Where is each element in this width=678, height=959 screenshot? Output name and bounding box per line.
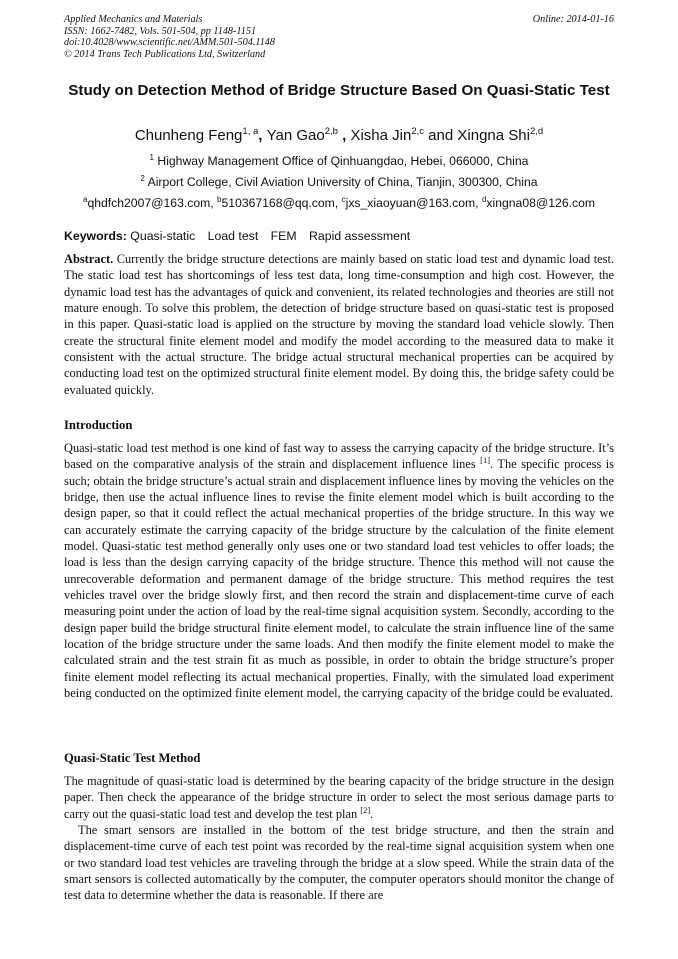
paragraph-text: The smart sensors are installed in the bottom of the test bridge structure, and then the strain and displacement-time curve of each test point was recorded by the real-time signal acquisition system when one or two standard load test vehicles are traveling through the bridge at a slow speed. While the strain data of the smart sensors is collected automatically by the computer, the computer operators should monitor the change of test data to determine whether the data is reasonable. If there are — [64, 823, 614, 903]
method-paragraphs — [64, 773, 614, 904]
email-sup: c — [341, 195, 346, 204]
keyword: Quasi-static — [130, 229, 196, 243]
email-sup: b — [217, 195, 222, 204]
email-line — [64, 192, 614, 211]
author-separator: , — [337, 127, 351, 144]
keywords — [64, 228, 419, 244]
abstract-text: Currently the bridge structure detections are mainly based on static load test and dynamic load test. The static load test has shortcomings of less test data, long time-consumption and high cost. However, the dynamic load test has the advantages of quick and convenient, its related technologies and theories are still not mature enough. To solve this problem, the detection of bridge structure based on quasi-static test is proposed in this paper. Quasi-static load is applied on the structure by moving the standard load vehicle slowly. Then create the structural finite element model and modify the model according to the measured data to make it consistent with the actual structure. The bridge actual structural mechanical properties can be acquired by conducting load test on the optimized structural finite element model. By doing this, the bridge safety could be evaluated quickly. — [64, 252, 614, 397]
affiliation-sup: 1 — [149, 153, 154, 162]
paragraph-text: Quasi-static load test method is one kind of fast way to assess the carrying capacity of the bridge structure. It’s based on the comparative analysis of the strain and displacement influence lines — [64, 441, 614, 472]
email-text: jxs_xiaoyuan@163.com, — [345, 196, 482, 210]
email-text: 510367168@qq.com, — [221, 196, 342, 210]
paragraph-text: The magnitude of quasi-static load is determined by the bearing capacity of the bridge structure in the design paper. Then check the appearance of the bridge structure in order to select the most serious damage parts to carry out the quasi-static load test and develop the test plan — [64, 774, 614, 821]
journal-doi: doi:10.4028/www.scientific.net/AMM.501-504.1148 — [64, 37, 275, 49]
author-separator: , — [258, 127, 267, 144]
email-text: xingna08@126.com — [486, 196, 596, 210]
abstract-label: Abstract. — [64, 252, 114, 266]
author-sup: 2,b — [324, 126, 338, 137]
author-sup: 2,c — [411, 126, 425, 137]
abstract — [64, 251, 614, 398]
journal-issn: ISSN: 1662-7482, Vols. 501-504, pp 1148-1151 — [64, 25, 257, 37]
author-sup: 2,d — [529, 126, 544, 137]
journal-copyright: © 2014 Trans Tech Publications Ltd, Switzerland — [64, 48, 266, 60]
author-name: Yan Gao — [266, 127, 325, 144]
introduction-paragraph — [64, 440, 614, 702]
online-date: Online: 2014-01-16 — [532, 14, 614, 25]
affiliation-text: Highway Management Office of Qinhuangdao, Hebei, 066000, China — [154, 154, 529, 168]
email-text: qhdfch2007@163.com, — [87, 196, 218, 210]
keyword: Load test — [207, 229, 259, 243]
keywords-label: Keywords: — [64, 229, 127, 243]
author-sup: 1, a — [242, 126, 259, 137]
author-list — [64, 122, 614, 146]
paragraph-text: . The specific process is such; obtain the bridge structure’s actual strain and displacement influence lines by moving the vehicles on the bridge, then use the actual influence lines to revise the finite element model which is built according to the design paper, so that it could reflect the actual mechanical properties of the bridge structure. In this way we can accurately estimate the carrying capacity of the bridge structure by the calculation of the finite element model. Quasi-static test method generally only uses one or two standard load test vehicles to offer loads; the load is less than the design carrying capacity of the bridge structure. Thence this method will not cause the unrecoverable deformation and permanent damage of the bridge structure. This method requires the test vehicles travel over the bridge slowly first, and then record the strain and displacement-time curve of each measuring point under the action of load by the real-time signal acquisition system. Secondly, according to the design paper build the bridge structural finite element model, to calculate the strain influence line of the same location of the bridge structure under the same loads. And then modify the finite element model to make the calculated strain and the test strain fit as much as possible, in order to obtain the bridge structure’s proper finite element model reflecting its actual mechanical properties. Finally, with the simulated load experiment being conducted on the optimized finite element model, the carrying capacity of the bridge could be evaluated. — [64, 457, 615, 701]
journal-info — [64, 14, 275, 60]
affiliation-sup: 2 — [140, 174, 145, 183]
email-sup: a — [82, 195, 88, 204]
author-separator: and — [424, 127, 458, 144]
affiliation-text: Airport College, Civil Aviation University of China, Tianjin, 300300, China — [144, 175, 538, 189]
section-heading-introduction: Introduction — [64, 418, 133, 432]
journal-name: Applied Mechanics and Materials — [64, 14, 203, 25]
affiliation-1 — [64, 150, 614, 169]
author-name: Xingna Shi — [457, 127, 530, 144]
author-name: Xisha Jin — [350, 127, 412, 144]
paper-title: Study on Detection Method of Bridge Structure Based On Quasi-Static Test — [68, 82, 610, 99]
author-name: Chunheng Feng — [134, 127, 243, 144]
paragraph-text: . — [370, 806, 374, 821]
citation-ref: [1] — [480, 455, 491, 466]
keyword: Rapid assessment — [309, 229, 411, 243]
affiliation-2 — [64, 171, 614, 190]
email-sup: d — [481, 195, 487, 204]
section-heading-method: Quasi-Static Test Method — [64, 751, 201, 765]
keyword: FEM — [270, 229, 297, 243]
citation-ref: [2] — [360, 804, 371, 815]
